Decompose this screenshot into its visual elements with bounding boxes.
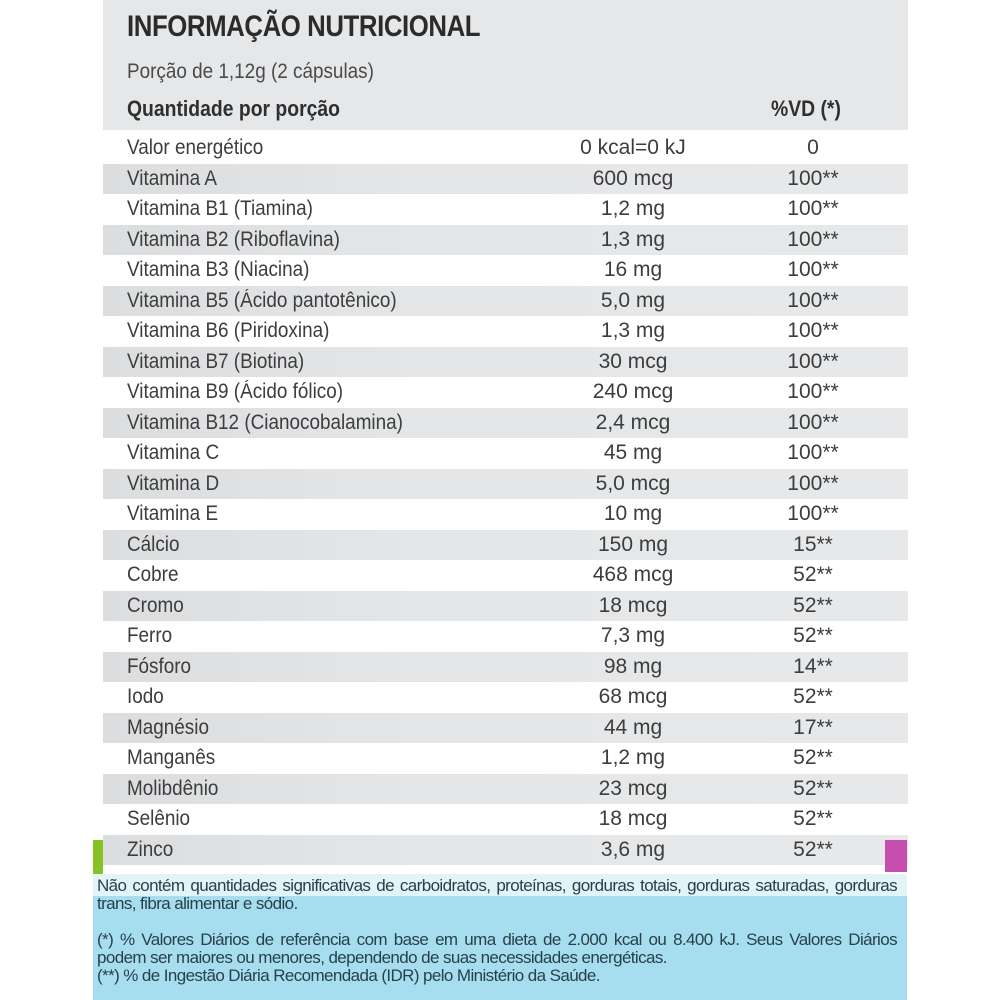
nutrient-name: Cobre xyxy=(127,563,179,586)
nutrition-label xyxy=(103,0,908,1000)
nutrient-name: Valor energético xyxy=(127,136,264,159)
nutrient-daily-value: 52** xyxy=(793,593,833,617)
nutrient-amount: 44 mg xyxy=(603,715,663,739)
nutrient-amount: 1,3 mg xyxy=(600,227,666,251)
nutrient-row xyxy=(103,621,908,652)
nutrient-row xyxy=(103,499,908,530)
nutrient-row xyxy=(103,713,908,744)
nutrient-amount: 10 mg xyxy=(603,502,663,525)
nutrient-row xyxy=(103,194,908,225)
nutrient-daily-value: 100** xyxy=(787,410,839,434)
nutrient-row xyxy=(103,255,908,286)
nutrient-name: Vitamina B9 (Ácido fólico) xyxy=(127,380,344,403)
nutrient-daily-value: 100** xyxy=(787,166,839,190)
nutrient-row xyxy=(103,835,908,866)
nutrient-name: Manganês xyxy=(127,746,216,769)
nutrient-name: Vitamina C xyxy=(127,441,220,464)
nutrient-daily-value: 52** xyxy=(793,746,833,769)
nutrient-daily-value: 52** xyxy=(793,776,833,800)
nutrient-name: Vitamina B1 (Tiamina) xyxy=(127,197,313,220)
footnote-idr: (**) % de Ingestão Diária Recomendada (IDR) pelo Ministério da Saúde. xyxy=(97,966,600,985)
footnotes xyxy=(93,874,907,1000)
nutrient-amount: 18 mcg xyxy=(598,593,668,617)
nutrient-name: Vitamina E xyxy=(127,502,219,525)
nutrient-amount: 5,0 mcg xyxy=(595,471,671,495)
nutrient-row xyxy=(103,164,908,195)
nutrient-row xyxy=(103,591,908,622)
nutrient-row xyxy=(103,438,908,469)
nutrient-row xyxy=(103,743,908,774)
nutrient-daily-value: 52** xyxy=(793,807,833,830)
nutrient-name: Cromo xyxy=(127,593,184,617)
nutrient-daily-value: 15** xyxy=(793,532,833,556)
nutrient-name: Iodo xyxy=(127,685,164,708)
nutrient-row xyxy=(103,286,908,317)
nutrient-amount: 2,4 mcg xyxy=(595,410,671,434)
nutrient-amount: 7,3 mg xyxy=(600,624,666,647)
nutrient-daily-value: 100** xyxy=(787,441,839,464)
nutrient-amount: 240 mcg xyxy=(592,380,674,403)
footnote-daily-values: (*) % Valores Diários de referência com base em uma dieta de 2.000 kcal ou 8.400 kJ. Seus Valores Diários podem ser maiores ou menores, dependendo de suas necessidades energéticas. xyxy=(97,930,897,967)
nutrient-amount: 45 mg xyxy=(603,441,663,464)
nutrient-amount: 150 mg xyxy=(597,532,669,556)
nutrient-name: Selênio xyxy=(127,807,191,830)
nutrient-daily-value: 100** xyxy=(787,380,839,403)
nutrient-daily-value: 100** xyxy=(787,349,839,373)
nutrient-name: Vitamina D xyxy=(127,471,220,495)
nutrient-row xyxy=(103,377,908,408)
green-accent-bar xyxy=(93,840,103,874)
nutrient-name: Vitamina B3 (Niacina) xyxy=(127,258,310,281)
nutrient-daily-value: 100** xyxy=(787,319,839,342)
serving-size: Porção de 1,12g (2 cápsulas) xyxy=(127,60,374,83)
nutrient-name: Vitamina B5 (Ácido pantotênico) xyxy=(127,288,397,312)
nutrient-daily-value: 100** xyxy=(787,258,839,281)
nutrient-row xyxy=(103,225,908,256)
nutrient-amount: 5,0 mg xyxy=(600,288,666,312)
nutrient-name: Vitamina B6 (Piridoxina) xyxy=(127,319,330,342)
nutrient-amount: 0 kcal=0 kJ xyxy=(580,136,686,159)
nutrient-daily-value: 100** xyxy=(787,502,839,525)
nutrient-amount: 468 mcg xyxy=(592,563,674,586)
footnote-not-significant: Não contém quantidades significativas de carboidratos, proteínas, gorduras totais, gorduras saturadas, gorduras trans, fibra alimentar e sódio. xyxy=(97,876,897,913)
nutrient-row xyxy=(103,804,908,835)
nutrient-row xyxy=(103,133,908,164)
nutrient-daily-value: 52** xyxy=(793,563,833,586)
nutrient-amount: 3,6 mg xyxy=(600,837,666,861)
nutrient-row xyxy=(103,347,908,378)
nutrient-amount: 30 mcg xyxy=(598,349,668,373)
nutrient-name: Vitamina B7 (Biotina) xyxy=(127,349,305,373)
label-title: INFORMAÇÃO NUTRICIONAL xyxy=(127,10,481,43)
nutrient-name: Vitamina B12 (Cianocobalamina) xyxy=(127,410,403,434)
nutrient-amount: 1,2 mg xyxy=(600,197,666,220)
magenta-accent-bar xyxy=(885,840,907,872)
label-header xyxy=(103,0,908,130)
nutrient-daily-value: 52** xyxy=(793,685,833,708)
quantity-column-header: Quantidade por porção xyxy=(127,96,340,121)
nutrient-amount: 1,3 mg xyxy=(600,319,666,342)
nutrient-table xyxy=(103,133,908,865)
nutrient-daily-value: 52** xyxy=(793,624,833,647)
nutrient-name: Ferro xyxy=(127,624,173,647)
nutrient-daily-value: 17** xyxy=(793,715,833,739)
nutrient-name: Cálcio xyxy=(127,532,180,556)
nutrient-name: Fósforo xyxy=(127,654,192,678)
nutrient-row xyxy=(103,316,908,347)
nutrient-row xyxy=(103,652,908,683)
nutrient-amount: 16 mg xyxy=(603,258,663,281)
nutrient-daily-value: 100** xyxy=(787,197,839,220)
nutrient-row xyxy=(103,469,908,500)
nutrient-name: Molibdênio xyxy=(127,776,219,800)
nutrient-name: Vitamina A xyxy=(127,166,218,190)
nutrient-daily-value: 100** xyxy=(787,227,839,251)
nutrient-daily-value: 0 xyxy=(807,136,819,159)
nutrient-amount: 1,2 mg xyxy=(600,746,666,769)
nutrient-amount: 18 mcg xyxy=(598,807,668,830)
nutrient-name: Vitamina B2 (Riboflavina) xyxy=(127,227,340,251)
nutrient-daily-value: 14** xyxy=(793,654,833,678)
daily-value-column-header: %VD (*) xyxy=(771,96,841,121)
nutrient-amount: 600 mcg xyxy=(592,166,674,190)
nutrient-row xyxy=(103,682,908,713)
nutrient-daily-value: 100** xyxy=(787,471,839,495)
nutrient-row xyxy=(103,530,908,561)
nutrient-amount: 98 mg xyxy=(603,654,663,678)
nutrient-row xyxy=(103,408,908,439)
nutrient-name: Zinco xyxy=(127,837,174,861)
nutrient-daily-value: 100** xyxy=(787,288,839,312)
nutrient-row xyxy=(103,774,908,805)
nutrient-name: Magnésio xyxy=(127,715,209,739)
nutrient-amount: 23 mcg xyxy=(598,776,668,800)
nutrient-row xyxy=(103,560,908,591)
nutrient-amount: 68 mcg xyxy=(598,685,668,708)
nutrient-daily-value: 52** xyxy=(793,837,833,861)
